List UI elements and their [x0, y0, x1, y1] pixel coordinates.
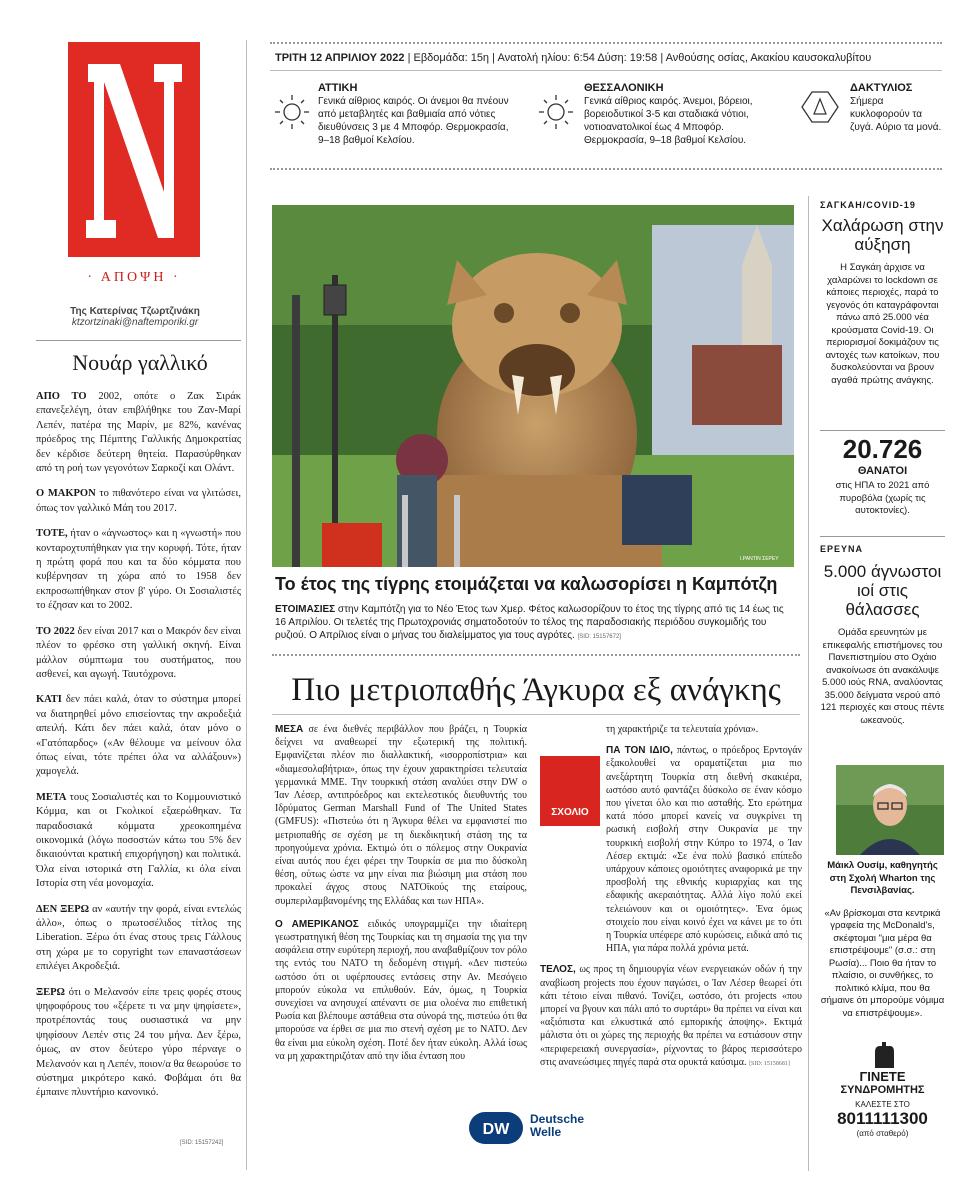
divider: [820, 536, 945, 537]
paragraph: ΚΑΤΙ δεν πάει καλά, όταν το σύστημα μπορεί να διατηρηθεί μόνο επισείοντας την ακροδεξιά απειλή. Κάτι δεν πάει καλά, όταν μόνο ο «Γατόπαρδος» («Αν θέλουμε να μείνουν όλα όπως είναι, τότε πρέπει όλα να αλλάξουν») χαμογελά.: [36, 694, 241, 778]
paragraph: Ο ΜΑΚΡΟΝ το πιθανότερο είναι να γλιτώσει, όπως τον γαλλικό Μάη του 2017.: [36, 488, 241, 514]
header-bottom-rule: [270, 168, 942, 170]
opinion-title: Νουάρ γαλλικό: [72, 350, 208, 375]
paragraph: ΠΑ ΤΟΝ ΙΔΙΟ, πάντως, ο πρόεδρος Ερντογάν εξακολουθεί να οραματίζεται μια πιο ανεξάρτητη Τουρκία στη διεθνή σκακιέρα, ωστόσο αυτό φαντάζει δύσκολο σε έναν κόσμο που γίνεται όλο και πιο ασταθής. Στο ερώτημα κατά πόσο μπορεί κανείς να συγκρίνει τη ρωσική εισβολή στην Ουκρανία με την τουρκική εισβολή στην Κύπρο το 1974, ο Ίαν Λέσερ εκτιμά: «Σε ένα πολύ βασικό επίπεδο υπάρχουν κάποιες ομοιότητες αναφορικά με την προσβολή της εθνικής κυριαρχίας και της εδαφικής ακεραιότητας. Αλλά λίγο πολύ εκεί τελειώνουν και οι ομοιότητες». Ένα όμως στοιχείο που είναι κοινό έχει να κάνει με το ότι η Τουρκία υπέφερε από κυρώσεις, ειδικά από τις ΗΠΑ, για πάρα πολλά χρόνια μετά.: [606, 745, 802, 955]
header-rule: [270, 42, 942, 44]
paragraph: ΤΕΛΟΣ, ως προς τη δημιουργία νέων ενεργειακών οδών ή την αναβίωση projects που έχουν παγώσει, ο Ίαν Λέσερ θεωρεί ότι κάτι τέτοιο είναι πιθανό. Τονίζει, ωστόσο, ότι projects «που μπορεί να βγουν και πάλι από το συρτάρι» θα πρέπει να είναι και «αξιόπιστα και ελκυστικά από εμπορικής άποψης». Εκτιμά μάλιστα ότι οι χώρες της περιοχής θα πρέπει να εστιάσουν στην «περιφερειακή συνεργασία», ρίχνοντας το βάρος περισσότερο στις ανανεώσιμες πηγές παρά στα ορυκτά καύσιμα. [SID: 15158681]: [540, 964, 802, 1068]
svg-text:DW: DW: [482, 1121, 510, 1138]
subscribe-box[interactable]: ΓΙΝΕΤΕ ΣΥΝΔΡΟΜΗΤΗΣ ΚΑΛΕΣΤΕ ΣΤΟ 8011111300 (από σταθερό): [820, 1040, 945, 1138]
tiger-sculpture-image: [272, 205, 794, 567]
phone-number[interactable]: 8011111300: [837, 1109, 928, 1128]
weather-thessaloniki: ΘΕΣΣΑΛΟΝΙΚΗ Γενικά αίθριος καιρός. Άνεμοι, βόρειοι, βορειοδυτικοί 3-5 και σταδιακά νότιοι, νοτιοανατολικοί έως 4 Μποφόρ. Θερμοκρασία, 9–18 βαθμοί Κελσίου.: [584, 82, 753, 146]
opinion-body: [36, 390, 241, 1112]
title-divider: [272, 714, 800, 715]
photo-headline: Το έτος της τίγρης ετοιμάζεται να καλωσορίσει η Καμπότζη: [275, 574, 778, 594]
newspaper-logo: [68, 42, 200, 257]
dw-logo-icon: [468, 1111, 524, 1145]
author-email[interactable]: ktzortzinaki@naftemporiki.gr: [71, 317, 199, 328]
author-block: [50, 306, 220, 328]
paragraph: ΜΕΤΑ τους Σοσιαλιστές και το Κομμουνιστικό Κόμμα, και οι Γκολικοί εξαερώθηκαν. Τα παραδοσιακά κόμματα χρεοκοπημένα οικονομικά (λόγω ποσοστών κάτω του 5% δεν δικαιούνται κρατική επιχορήγηση) και πολιτικά. Όλα είναι ιστορικά στη Γαλλία, κι όλα είναι Ιστορία στη νέα μονομαχία.: [36, 791, 241, 890]
column-divider: [808, 196, 809, 1171]
paragraph: ΤΟΤΕ, ήταν ο «άγνωστος» και η «γνωστή» που κονταροχτυπήθηκαν για την κορυφή. Τότε, ήταν η πρώτη φορά που και τα δύο κόμματα που κυβέρνησαν τη χώρα από το 1958 δεν εκπροσωπήθηκαν στον β' γύρο. Οι Σοσιαλιστές το έζησαν και το 2002.: [36, 528, 241, 612]
sidebar-stat: [820, 430, 945, 431]
date-line: ΤΡΙΤΗ 12 ΑΠΡΙΛΙΟΥ 2022 | Εβδομάδα: 15η | Ανατολή ηλίου: 6:54 Δύση: 19:58 | Ανθούσης οσίας, Ακακίου καυσοκαλυβίτου: [275, 52, 872, 64]
n-logo-icon: [68, 42, 200, 257]
header-divider: [270, 70, 942, 71]
person-caption-block: Μάικλ Ουσίμ, καθηγητής στη Σχολή Wharton της Πενσιλβανίας. «Αν βρίσκομαι στα κεντρικά γραφεία της McDonald's, σκέφτομαι "μια μέρα θα επιστρέψουμε" (σ.σ.: στη Ρωσία)... Ποιο θα ήταν το πλαίσιο, οι συνθήκες, το πολιτικό κλίμα, που θα σήμαινε ότι μπορούμε νόμιμα να επιστρέψουμε».: [820, 860, 945, 1019]
article-column-right: τη χαρακτήριζε τα τελευταία χρόνια». ΠΑ ΤΟΝ ΙΔΙΟ, πάντως, ο πρόεδρος Ερντογάν εξακολουθεί να οραματίζεται μια πιο ανεξάρτητη Τουρκία στη διεθνή σκακιέρα, ωστόσο αυτό φαντάζει δύσκολο σε έναν κόσμο που γίνεται όλο και πιο ασταθής. Στο ερώτημα κατά πόσο μπορεί κανείς να συγκρίνει τη ρωσική εισβολή στην Ουκρανία με την τουρκική εισβολή στην Κύπρο το 1974, ο Ίαν Λέσερ εκτιμά: «Σε ένα πολύ βασικό επίπεδο υπάρχουν κάποιες ομοιότητες αναφορικά με την προσβολή της εθνικής κυριαρχίας και της εδαφικής ακεραιότητας. Αλλά λίγο πολύ εκεί τελειώνουν και οι ομοιότητες». Ένα όμως στοιχείο που είναι κοινό έχει να κάνει με το ότι η Τουρκία υπέφερε από κυρώσεις, ειδικά από τις ΗΠΑ, για πάρα πολλά χρόνια μετά. ΤΕΛΟΣ, ως προς τη δημιουργία νέων ενεργειακών οδών ή την αναβίωση projects που έχουν παγώσει, ο Ίαν Λέσερ θεωρεί ότι κάτι τέτοιο είναι πιθανό. Τονίζει, ωστόσο, ότι projects «που μπορεί να βγουν και πάλι από το συρτάρι» θα πρέπει να είναι και «αξιόπιστα και ελκυστικά από εμπορικής άποψης». Εκτιμά μάλιστα ότι οι χώρες της περιοχής θα πρέπει να εστιάσουν στην «περιφερειακή συνεργασία», ρίχνοντας το βάρος περισσότερο στις ανανεώσιμες πηγές παρά στα ορυκτά καύσιμα. [SID: 15158681]: [540, 723, 802, 1079]
opinion-sid: [SID: 15157242]: [180, 1140, 224, 1146]
article-column-left: [275, 723, 527, 1073]
author-name: Της Κατερίνας Τζωρτζινάκη: [70, 306, 200, 317]
comment-badge: ΣΧΟΛΙΟ: [540, 756, 600, 826]
dw-wordmark: Deutsche Welle: [530, 1112, 585, 1139]
sidebar-stat-block: 20.726 ΘΑΝΑΤΟΙ στις ΗΠΑ το 2021 από πυροβόλα (χωρίς τις αυτοκτονίες).: [835, 434, 930, 516]
paragraph: ΔΕΝ ΞΕΡΩ αν «αυτήν την φορά, είναι εντελώς άλλο», όπως ο πρωτοσέλιδος τίτλος της Liberation. Ξέρω ότι ένας στους τρεις Γάλλους στη χώρα με το copyright των επαναστάσεων επιλέγει Ακροδεξιά.: [36, 903, 242, 973]
paragraph: ΤΟ 2022 δεν είναι 2017 και ο Μακρόν δεν είναι πλέον το φρέσκο στη γαλλική σκηνή. Είναι μάλλον σύμπτωμα του συστήματος, που ασθενεί, και αγωγή. Ταυτόχρονα.: [36, 625, 241, 680]
column-divider: [246, 40, 247, 1170]
paragraph: ΑΠΟ ΤΟ 2002, οπότε ο Ζακ Σιράκ επανεξελέγη, όταν επιβλήθηκε του Ζαν-Μαρί Λεπέν, πατέρα της Μαρίν, με 82%, κανένας πρόεδρος της Πέμπτης Γαλλικής Δημοκρατίας δεν κέρδισε δεύτερη θητεία. Παρασύρθηκαν από τη ροή των γεγονότων Σαρκοζί και Ολάντ.: [36, 391, 241, 475]
sidebar-research: ΕΡΕΥΝΑ 5.000 άγνωστοι ιοί στις θάλασσες Ομάδα ερευνητών με επικεφαλής επιστήμονες του Πανεπιστημίου στο Οχάιο ανακοίνωσε ότι ανακάλυψε 5.000 ιούς RNA, αναλύοντας 35.000 δείγματα νερού από 121 περιοχές και στους πέντε ωκεανούς.: [820, 544, 945, 726]
portrait-image: [836, 765, 944, 855]
article-title: Πιο μετριοπαθής Άγκυρα εξ ανάγκης: [291, 672, 781, 708]
paragraph: ΜΕΣΑ σε ένα διεθνές περιβάλλον που βράζει, η Τουρκία δείχνει να αναθεωρεί την εξωτερική της πολιτική. Εμφανίζεται πλέον πιο διαλλακτική, «ισορροπίστρια» και «διαμεσολαβήτρια», όπως την έχουν χαρακτηρίσει τελευταία γερμανικά ΜΜΕ. Την τουρκική στάση αναλύει στην DW ο Ίαν Λέσερ, αντιπρόεδρος και εκτελεστικός διευθυντής του Ιδρύματος German Marshall Fund of The United States (GMFUS): «Πιστεύω ότι η Άγκυρα θέλει να εμφανιστεί πιο μετριοπαθής σε σχέση με τη διεκδικητική στάση της τα προηγούμενα χρόνια. Εκτιμώ ότι ο πόλεμος στην Ουκρανία είναι αυτός που έχει φέρει την Τουρκία σε μια πιο δύσκολη θέση, ούτως ώστε να μην είναι πια βιώσιμη μια στάση που προκαλεί άγχος στους ΝΑΤΟϊκούς της εταίρους, συμπεριλαμβανομένης της Ελλάδας και των ΗΠΑ».: [275, 724, 527, 907]
photo-caption: ΕΤΟΙΜΑΣΙΕΣ στην Καμπότζη για το Νέο Έτος των Χμερ. Φέτος καλωσορίζουν το έτος της τίγρης από τις 14 έως τις 16 Απριλίου. Οι τελετές της Πρωτοχρονιάς σηματοδοτούν το τέλος της παραδοσιακής περιόδου συγκομιδής του ρυζιού. Ο Απρίλιος είναι ο μήνας του διαλείμματος για τους αγρότες. [SID: 15157672]: [275, 604, 784, 641]
photo-credit: Ι.ΡΑΝΤΙΝ ΣΕΡΕΥ: [740, 556, 779, 562]
traffic-ring-icon: [800, 90, 840, 124]
person-photo: [836, 765, 944, 855]
subscribe-hand-icon: [820, 1040, 945, 1070]
tiger-photo: [272, 205, 794, 567]
weather-attica: ΑΤΤΙΚΗ Γενικά αίθριος καιρός. Οι άνεμοι θα πνέουν από μεταβλητές και βαθμιαία από νότιες διευθύνσεις 3 με 4 Μποφόρ. Θερμοκρασία, 9–18 βαθμοί Κελσίου.: [318, 82, 509, 146]
paragraph: Ο ΑΜΕΡΙΚΑΝΟΣ ειδικός υπογραμμίζει την ιδιαίτερη γεωστρατηγική θέση της Τουρκίας και τη σημασία της για την ασφάλεια στην ευρύτερη περιοχή, που αναβαθμίζουν τον ρόλο της εντός του ΝΑΤΟ τη δεδομένη στιγμή. «Δεν πιστεύω ωστόσο ότι οι υφέρπουσες εντάσεις στην Αν. Μεσόγειο μπορούν εύκολα να επιλυθούν. Εάν, όμως, η Τουρκία συνεχίσει να ανησυχεί απέναντι σε μια ολοένα πιο επιθετική Ρωσία και βλέπουμε αστάθεια στα σύνορά της, πιστεύω ότι θα μπορούσε να έρθει σε μια πιο στενή σχέση με το ΝΑΤΟ. Δεν θα είναι μια εύκολη σχέση. Ποτέ δεν ήταν εύκολη. Αλλά ίσως να μη χαρακτηριζόταν από την ίδια ένταση που: [275, 918, 527, 1062]
caption-rule: [272, 654, 800, 656]
sun-icon: [272, 92, 312, 132]
sun-icon: [536, 92, 576, 132]
sidebar-shanghai: ΣΑΓΚΑΗ/COVID-19 Χαλάρωση στην αύξηση Η Σαγκάη άρχισε να χαλαρώνει το lockdown σε κάποιες περιοχές, παρά το γεγονός ότι καταγράφονται πάνω από 25.000 νέα κρούσματα Covid-19. Οι περιορισμοί δοκιμάζουν τις αντοχές των κατοίκων, που δυσκολεύονται να βρουν αγαθά πρώτης ανάγκης.: [820, 200, 944, 386]
paragraph: ΞΕΡΩ ότι ο Μελανσόν είπε τρεις φορές στους ψηφοφόρους του «ξέρετε τι να μην ψηφίσετε», προτρέποντάς τους ουσιαστικά να μην ψηφίσουν Λεπέν στις 24 του μήνα. Δεν ξέρω, όμως, αν στον δεύτερο γύρο πέρναγε ο Μελανσόν και η Λεπέν, ποιον/α θα θεωρούσε το σύστημα μικρότερο κακό. Φοβάμαι ότι θα έμπαινε πλυντήριο κανονικό.: [36, 986, 241, 1099]
section-label: · ΑΠΟΨΗ ·: [87, 270, 181, 285]
divider: [36, 340, 241, 341]
weather-ring: ΔΑΚΤΥΛΙΟΣ Σήμερα κυκλοφορούν τα ζυγά. Αύριο τα μονά.: [850, 82, 942, 133]
